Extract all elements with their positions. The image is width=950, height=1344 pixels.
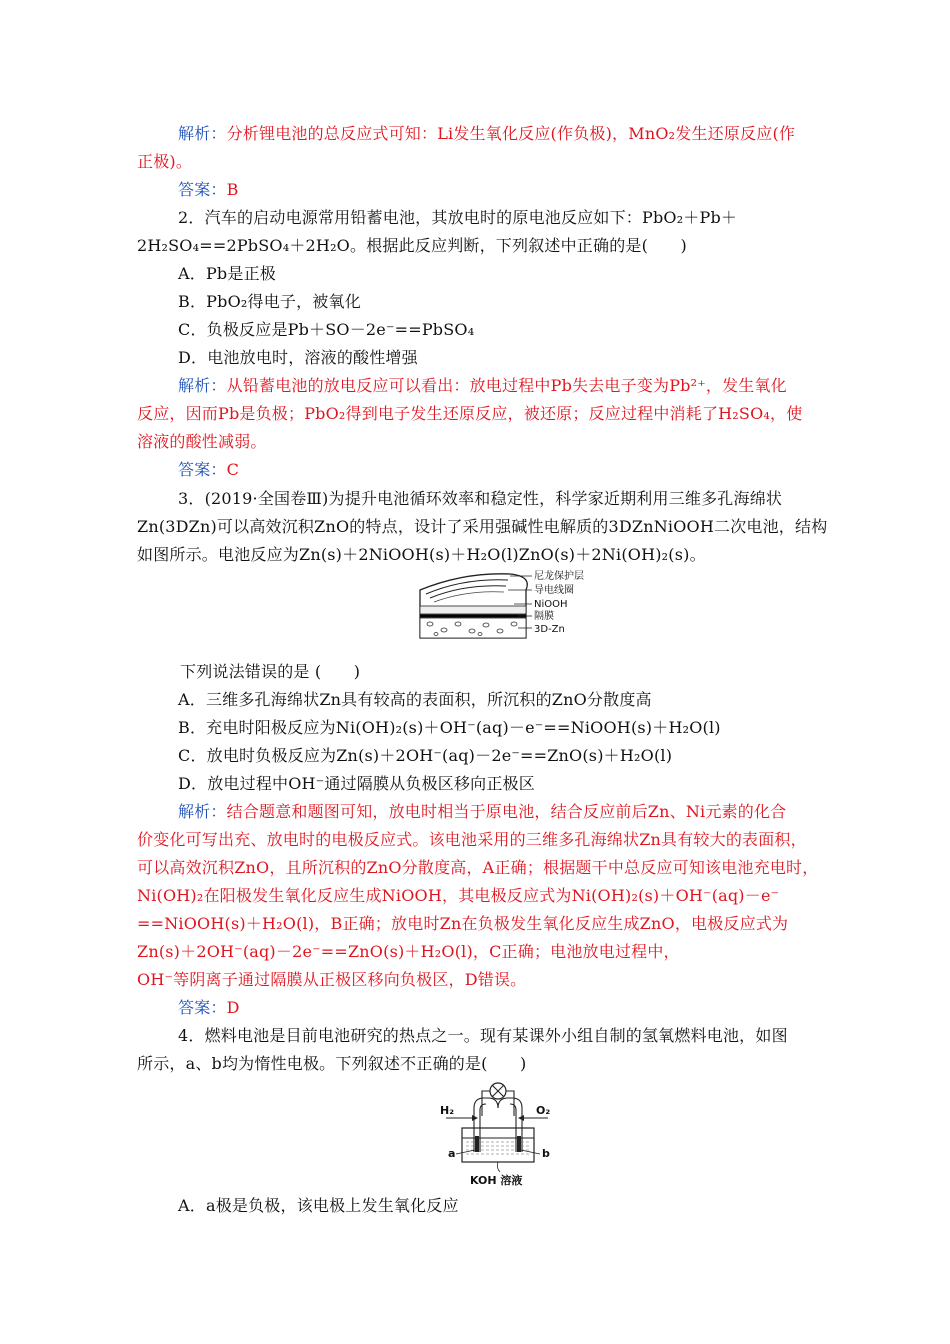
answer-label: 答案： [178, 998, 227, 1017]
q3-analysis-line6: Zn(s)＋2OH⁻(aq)－2e⁻==ZnO(s)＋H₂O(l)，C正确；电池放电过程中， [137, 942, 680, 961]
q2-answer [178, 460, 858, 480]
electrode-a-label: a [448, 1147, 456, 1160]
q3-analysis-line4: Ni(OH)₂在阳极发生氧化反应生成NiOOH，其电极反应式为Ni(OH)₂(s)＋OH⁻(aq)－e⁻ [137, 886, 780, 905]
q3-stem-line1: 3．(2019·全国卷Ⅲ)为提升电池循环效率和稳定性，科学家近期利用三维多孔海绵状 [178, 489, 783, 508]
q2-analysis-line2: 反应，因而Pb是负极；PbO₂得到电子发生还原反应，被还原；反应过程中消耗了H₂SO₄，使 [137, 404, 803, 423]
figure-label-3dzn: 3D-Zn [534, 624, 565, 635]
q3-analysis-line2: 价变化可写出充、放电时的电极反应式。该电池采用的三维多孔海绵状Zn具有较大的表面积， [137, 830, 807, 849]
q2-option-a: A．Pb是正极 [178, 264, 276, 283]
q2-stem-line1: 2．汽车的启动电源常用铅蓄电池，其放电时的原电池反应如下：PbO₂＋Pb＋ [178, 208, 738, 227]
figure-label-nylon: 尼龙保护层 [534, 571, 584, 582]
analysis-text: 结合题意和题图可知，放电时相当于原电池，结合反应前后Zn、Ni元素的化合 [226, 802, 787, 821]
o2-label: O₂ [536, 1104, 551, 1117]
figure-label-separator: 隔膜 [534, 611, 554, 622]
q2-analysis-line3: 溶液的酸性减弱。 [137, 432, 267, 451]
q3-option-a: A．三维多孔海绵状Zn具有较高的表面积，所沉积的ZnO分散度高 [178, 690, 652, 709]
q3-prompt: 下列说法错误的是 ( ) [180, 662, 361, 681]
answer-value: B [226, 180, 239, 199]
analysis-label: 解析： [178, 376, 227, 395]
h2-label: H₂ [440, 1104, 455, 1117]
q2-option-d: D．电池放电时，溶液的酸性增强 [178, 348, 418, 367]
answer-label: 答案： [178, 180, 227, 199]
answer-value: C [226, 460, 240, 479]
analysis-text: 分析锂电池的总反应式可知：Li发生氧化反应(作负极)，MnO₂发生还原反应(作 [226, 124, 796, 143]
analysis-label: 解析： [178, 124, 227, 143]
fuel-cell-figure [436, 1080, 566, 1190]
answer-label: 答案： [178, 460, 227, 479]
q3-option-d: D．放电过程中OH⁻通过隔膜从负极区移向正极区 [178, 774, 535, 793]
q3-stem-line3: 如图所示。电池反应为Zn(s)＋2NiOOH(s)＋H₂O(l)ZnO(s)＋2Ni(OH)₂(s)。 [137, 545, 706, 564]
q2-option-b: B．PbO₂得电子，被氧化 [178, 292, 361, 311]
q3-option-b: B．充电时阳极反应为Ni(OH)₂(s)＋OH⁻(aq)－e⁻==NiOOH(s)＋H₂O(l) [178, 718, 721, 737]
koh-solution-label: KOH 溶液 [470, 1174, 523, 1187]
answer-value: D [226, 998, 240, 1017]
q3-analysis [178, 802, 858, 822]
analysis-text: 从铅蓄电池的放电反应可以看出：放电过程中Pb失去电子变为Pb²⁺，发生氧化 [226, 376, 787, 395]
figure-label-coil: 导电线圈 [534, 585, 574, 596]
q4-option-a: A．a极是负极，该电极上发生氧化反应 [178, 1196, 459, 1215]
q3-option-c: C．放电时负极反应为Zn(s)＋2OH⁻(aq)－2e⁻==ZnO(s)＋H₂O(l) [178, 746, 673, 765]
q3-analysis-line5: ==NiOOH(s)＋H₂O(l)，B正确；放电时Zn在负极发生氧化反应生成ZnO，电极反应式为 [137, 914, 789, 933]
q2-stem-line2: 2H₂SO₄==2PbSO₄＋2H₂O。根据此反应判断，下列叙述中正确的是( ) [137, 236, 687, 255]
q3-analysis-line7: OH⁻等阴离子通过隔膜从正极区移向负极区，D错误。 [137, 970, 527, 989]
q4-stem-line1: 4．燃料电池是目前电池研究的热点之一。现有某课外小组自制的氢氧燃料电池，如图 [178, 1026, 788, 1045]
analysis-label: 解析： [178, 802, 227, 821]
q1-answer [178, 180, 858, 200]
figure-label-niooh: NiOOH [534, 599, 568, 610]
q3-analysis-line3: 可以高效沉积ZnO，且所沉积的ZnO分散度高，A正确；根据题干中总反应可知该电池充电时， [137, 858, 819, 877]
q4-stem-line2: 所示，a、b均为惰性电极。下列叙述不正确的是( ) [137, 1054, 527, 1073]
electrode-b-label: b [542, 1147, 550, 1160]
q3-answer [178, 998, 858, 1018]
q2-option-c: C．负极反应是Pb＋SO－2e⁻==PbSO₄ [178, 320, 475, 339]
q1-analysis [178, 124, 858, 144]
q2-analysis [178, 376, 858, 396]
battery-structure-figure [414, 568, 604, 640]
q1-analysis-line2: 正极)。 [137, 152, 193, 171]
q3-stem-line2: Zn(3DZn)可以高效沉积ZnO的特点，设计了采用强碱性电解质的3DZnNiOOH二次电池，结构 [137, 517, 828, 536]
